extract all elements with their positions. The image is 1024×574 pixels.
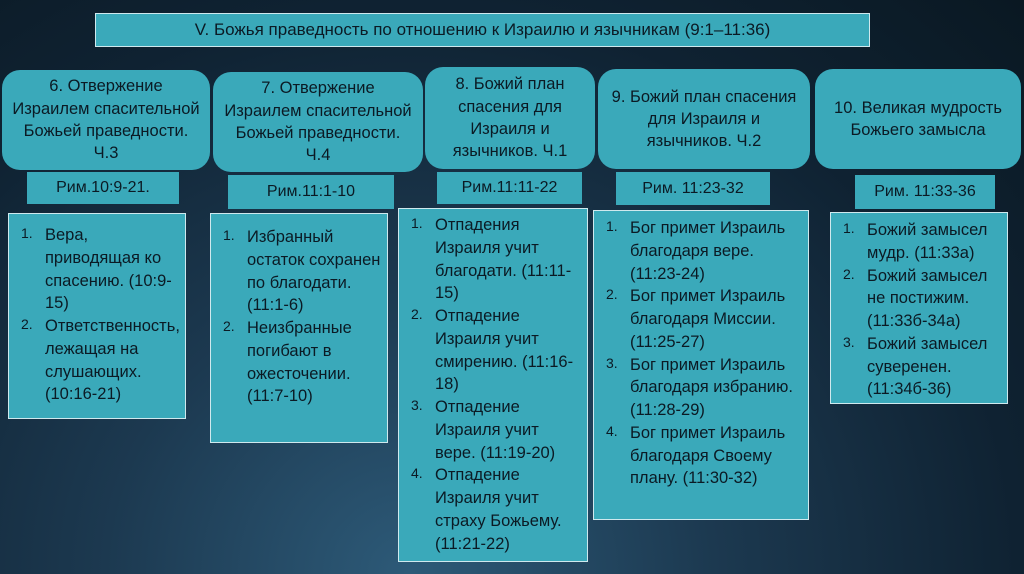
heading-7: 7. Отвержение Израилем спасительной Божьей праведности. Ч.4 (213, 72, 423, 172)
heading-9: 9. Божий план спасения для Израиля и язычников. Ч.2 (598, 69, 810, 169)
list-item: 2. Ответственность, лежащая на слушающих. (10:16-21) (21, 316, 180, 404)
list-item: 2. Бог примет Израиль благодаря Миссии. (11:25-27) (606, 286, 786, 351)
list-item: 1. Вера, приводящая ко спасению. (10:9-15) (21, 225, 172, 313)
list-item: 1. Божий замысел мудр. (11:33а) (843, 220, 988, 262)
heading-6: 6. Отвержение Израилем спасительной Божьей праведности. Ч.3 (2, 70, 210, 170)
reference-6: Рим.10:9-21. (27, 172, 179, 204)
list-item: 1. Бог примет Израиль благодаря вере. (11:23-24) (606, 218, 786, 283)
points-7 (210, 213, 388, 443)
heading-10: 10. Великая мудрость Божьего замысла (815, 69, 1021, 169)
points-6 (8, 213, 186, 419)
points-9 (593, 210, 809, 520)
reference-10: Рим. 11:33-36 (855, 175, 995, 209)
reference-9: Рим. 11:23-32 (616, 172, 770, 205)
list-item: 1. Избранный остаток сохранен по благодати. (11:1-6) (223, 227, 381, 315)
points-10 (830, 212, 1008, 404)
reference-7: Рим.11:1-10 (228, 175, 394, 209)
points-8 (398, 208, 588, 562)
list-item: 3. Божий замысел суверенен. (11:34б-36) (843, 333, 988, 399)
list-item: 3. Отпадение Израиля учит вере. (11:19-20) (411, 397, 556, 462)
list-item: 1. Отпадения Израиля учит благодати. (11:11-15) (411, 215, 572, 303)
list-item: 4. Бог примет Израиль благодаря Своему плану. (11:30-32) (606, 422, 786, 488)
list-item: 4. Отпадение Израиля учит страху Божьему. (11:21-22) (411, 465, 562, 553)
list-item: 2. Отпадение Израиля учит смирению. (11:16-18) (411, 306, 574, 394)
list-item: 3. Бог примет Израиль благодаря избранию. (11:28-29) (606, 354, 793, 420)
heading-8: 8. Божий план спасения для Израиля и язычников. Ч.1 (425, 67, 595, 169)
list-item: 2. Неизбранные погибают в ожесточении. (11:7-10) (223, 318, 352, 406)
reference-8: Рим.11:11-22 (437, 172, 582, 204)
list-item: 2. Божий замысел не постижим. (11:33б-34а) (843, 265, 988, 331)
section-title: V. Божья праведность по отношению к Израилю и язычникам (9:1–11:36) (95, 13, 870, 47)
